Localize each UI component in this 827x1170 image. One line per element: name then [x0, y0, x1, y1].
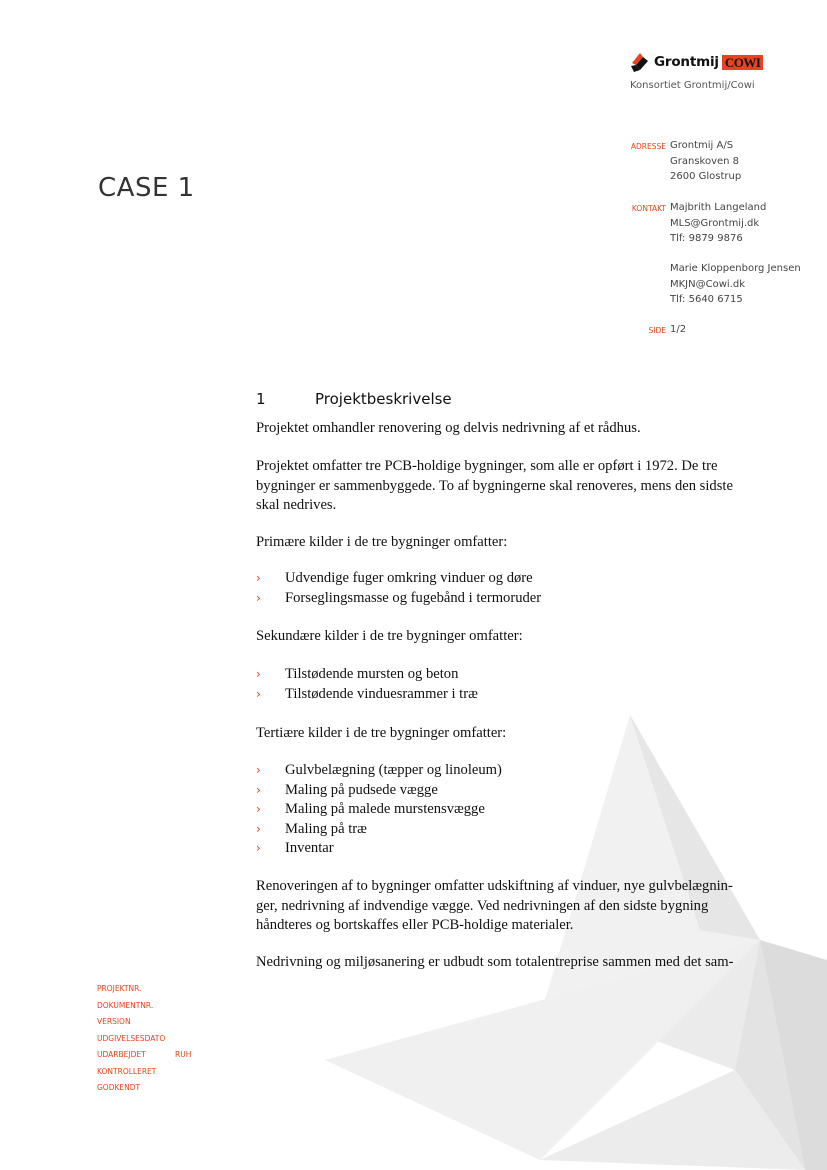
- list-item: › Forseglingsmasse og fugebånd i termoruder: [256, 589, 776, 609]
- secondary-intro: Sekundære kilder i de tre bygninger omfatter:: [256, 628, 523, 644]
- tertiary-list: [256, 761, 776, 859]
- list-item: › Maling på træ: [256, 820, 776, 840]
- document-meta: [97, 981, 192, 1097]
- paragraph-line: håndteres og bortskaffes eller PCB-holdige materialer.: [256, 917, 574, 933]
- list-item: › Maling på pudsede vægge: [256, 781, 776, 801]
- list-item: › Inventar: [256, 839, 776, 859]
- chevron-right-icon: ›: [256, 571, 261, 585]
- tertiary-intro: Tertiære kilder i de tre bygninger omfatter:: [256, 725, 507, 741]
- contact-block-2: [670, 261, 801, 308]
- list-item: › Udvendige fuger omkring vinduer og døre: [256, 569, 776, 589]
- address-label: ADRESSE: [630, 142, 666, 151]
- chevron-right-icon: ›: [256, 841, 261, 855]
- section-heading: [256, 390, 452, 408]
- meta-udarbejdet-row: [97, 1047, 192, 1064]
- secondary-list: [256, 665, 776, 704]
- logo-name: Grontmij: [654, 54, 719, 70]
- contact-block-1: [670, 200, 766, 247]
- meta-projektnr: PROJEKTNR.: [97, 984, 142, 993]
- meta-godkendt: GODKENDT: [97, 1083, 141, 1092]
- meta-kontrolleret: KONTROLLERET: [97, 1066, 157, 1076]
- meta-version: VERSION: [97, 1017, 131, 1026]
- address-line: Granskoven 8: [670, 155, 740, 167]
- primary-list: [256, 569, 776, 608]
- list-item: › Gulvbelægning (tæpper og linoleum): [256, 761, 776, 781]
- contact-label: KONTAKT: [631, 204, 666, 213]
- section-title: Projektbeskrivelse: [315, 390, 452, 408]
- chevron-right-icon: ›: [256, 686, 261, 701]
- konsortiet-label: Konsortiet Grontmij/Cowi: [630, 80, 755, 91]
- contact-name: Majbrith Langeland: [670, 202, 767, 213]
- paragraph-line: Renoveringen af to bygninger omfatter udskiftning af vinduer, nye gulvbelægnin-: [256, 878, 733, 894]
- paragraph-text: Projektet omhandler renovering og delvis nedrivning af et rådhus.: [256, 420, 641, 436]
- side-value: 1/2: [670, 324, 687, 335]
- meta-udarbejdet-value: RUH: [175, 1050, 192, 1059]
- paragraph-line: Projektet omfatter tre PCB-holdige bygninger, som alle er opført i 1972. De tre: [256, 458, 718, 474]
- chevron-right-icon: ›: [256, 821, 261, 836]
- side-label: SIDE: [648, 326, 666, 335]
- paragraph-intro: [256, 419, 776, 439]
- paragraph-renovation: [256, 877, 776, 936]
- chevron-right-icon: ›: [256, 802, 261, 816]
- list-item: › Maling på malede murstensvægge: [256, 800, 776, 820]
- meta-udgivelsesdato: UDGIVELSESDATO: [97, 1033, 166, 1043]
- paragraph-line: skal nedrives.: [256, 497, 337, 513]
- chevron-right-icon: ›: [256, 590, 261, 605]
- logo-partner: COWI: [722, 55, 764, 70]
- list-item: › Tilstødende vinduesrammer i træ: [256, 685, 776, 705]
- address-line: 2600 Glostrup: [670, 171, 742, 183]
- company-logo: [630, 50, 763, 74]
- paragraph-line: bygninger er sammenbyggede. To af bygningerne skal renoveres, mens den sidste: [256, 477, 733, 494]
- meta-udarbejdet: UDARBEJDET: [97, 1050, 146, 1059]
- paragraph-demolition: Nedrivning og miljøsanering er udbudt som totalentreprise sammen med det sam-: [256, 954, 734, 970]
- meta-dokumentnr: DOKUMENTNR.: [97, 1000, 154, 1010]
- address-block: [670, 138, 741, 185]
- contact-phone: Tlf: 5640 6715: [670, 294, 743, 306]
- paragraph-line: ger, nedrivning af indvendige vægge. Ved nedrivningen af den sidste bygning: [256, 897, 709, 914]
- address-line: Grontmij A/S: [670, 140, 734, 151]
- contact-email: MLS@Grontmij.dk: [670, 217, 760, 229]
- paragraph-buildings: [256, 457, 776, 516]
- chevron-right-icon: ›: [256, 782, 261, 797]
- list-item: › Tilstødende mursten og beton: [256, 665, 776, 685]
- section-number: 1: [256, 390, 266, 408]
- contact-email: MKJN@Cowi.dk: [670, 278, 745, 290]
- primary-intro: Primære kilder i de tre bygninger omfatter:: [256, 534, 508, 550]
- chevron-right-icon: ›: [256, 667, 261, 681]
- contact-name: Marie Kloppenborg Jensen: [670, 263, 801, 274]
- grontmij-logo-icon: [630, 51, 650, 73]
- chevron-right-icon: ›: [256, 763, 261, 777]
- page-title: CASE 1: [98, 173, 195, 203]
- contact-phone: Tlf: 9879 9876: [670, 233, 743, 245]
